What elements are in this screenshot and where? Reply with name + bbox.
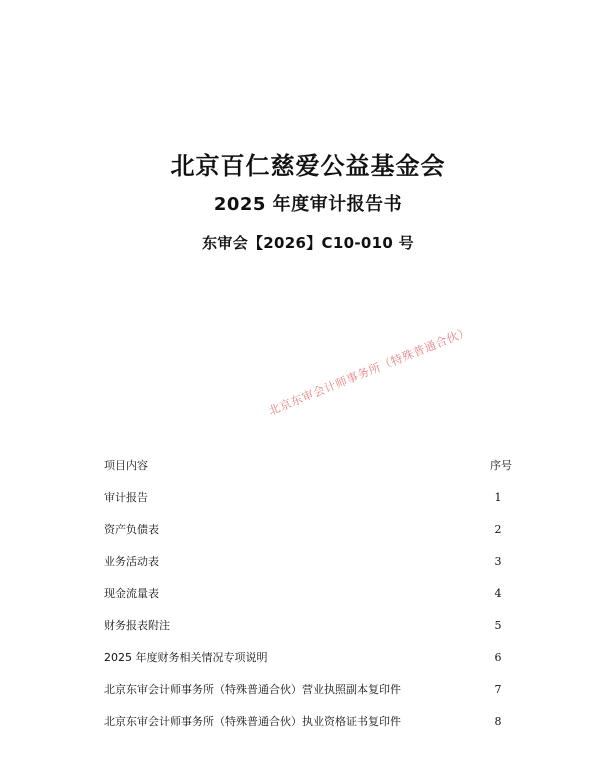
contents-row-number: 8 [494, 715, 502, 728]
contents-header-item: 项目内容 [104, 459, 148, 472]
report-title: 2025 年度审计报告书 [213, 194, 403, 215]
contents-header-row [104, 456, 518, 476]
contents-row [104, 584, 518, 604]
contents-row [104, 488, 518, 508]
document-number: 东审会【2026】C10-010 号 [202, 234, 414, 252]
contents-row-label: 2025 年度财务相关情况专项说明 [104, 651, 268, 664]
contents-row-label: 资产负债表 [104, 523, 159, 536]
contents-row-number: 6 [494, 651, 502, 664]
contents-row-label: 北京东审会计师事务所（特殊普通合伙）执业资格证书复印件 [104, 715, 401, 728]
contents-row-number: 4 [494, 587, 502, 600]
contents-row-label: 审计报告 [104, 491, 148, 504]
firm-seal-stamp: 北京东审会计师事务所（特殊普通合伙） [266, 324, 472, 418]
contents-row-number: 5 [494, 619, 502, 632]
contents-row-label: 北京东审会计师事务所（特殊普通合伙）营业执照副本复印件 [104, 683, 401, 696]
contents-row [104, 712, 518, 732]
contents-row-label: 现金流量表 [104, 587, 159, 600]
contents-row-number: 1 [494, 491, 502, 504]
contents-row [104, 552, 518, 572]
contents-row-label: 业务活动表 [104, 555, 159, 568]
contents-row-number: 2 [494, 523, 502, 536]
organization-title: 北京百仁慈爱公益基金会 [170, 152, 446, 180]
contents-header-number: 序号 [490, 459, 512, 472]
contents-row [104, 680, 518, 700]
contents-row [104, 520, 518, 540]
contents-row-number: 3 [494, 555, 502, 568]
contents-row [104, 648, 518, 668]
contents-row [104, 616, 518, 636]
contents-row-number: 7 [494, 683, 502, 696]
contents-row-label: 财务报表附注 [104, 619, 170, 632]
